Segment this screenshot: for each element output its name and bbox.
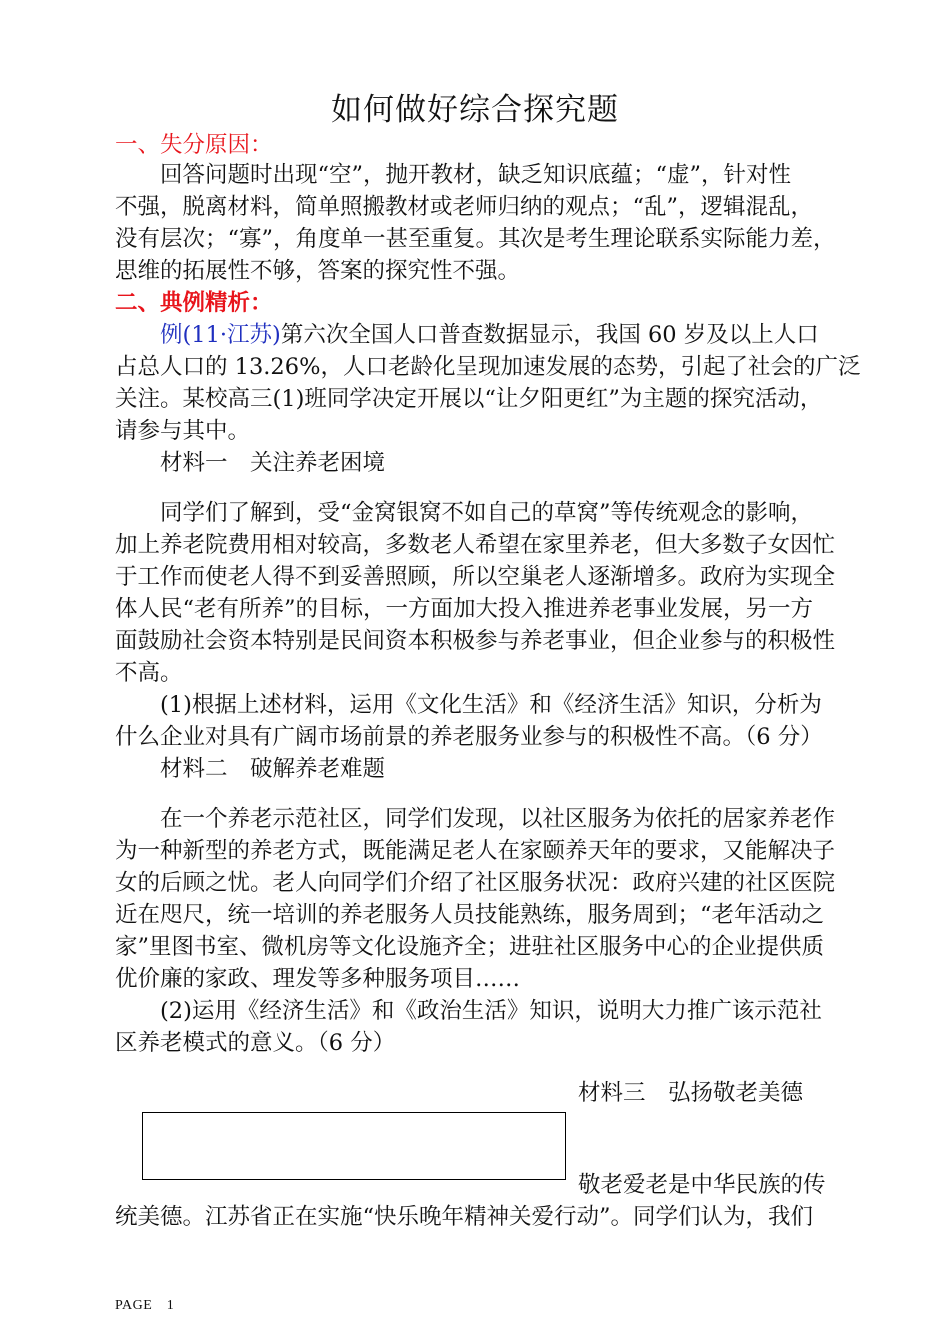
question-one-line: 什么企业对具有广阔市场前景的养老服务业参与的积极性不高。（6 分） [115,724,823,750]
paragraph-line: 优价廉的家政、理发等多种服务项目…… [115,966,521,992]
material-one-title: 材料一 关注养老困境 [115,450,386,476]
empty-text-box [142,1112,566,1180]
material-two-title: 材料二 破解养老难题 [115,756,386,782]
paragraph-line: 敬老爱老是中华民族的传 [578,1172,826,1198]
paragraph-line: 占总人口的 13.26%，人口老龄化呈现加速发展的态势，引起了社会的广泛 [115,354,861,380]
paragraph-line: 近在咫尺，统一培训的养老服务人员技能熟练，服务周到；“老年活动之 [115,902,825,928]
material-three-title: 材料三 弘扬敬老美德 [578,1080,804,1106]
paragraph-line: 回答问题时出现“空”，抛开教材，缺乏知识底蕴；“虚”，针对性 [115,162,792,188]
paragraph-line: 为一种新型的养老方式，既能满足老人在家颐养天年的要求，又能解决子 [115,838,836,864]
paragraph-line: 请参与其中。 [115,418,251,444]
paragraph-line: 思维的拓展性不够，答案的探究性不强。 [115,258,521,284]
paragraph-line: 家”里图书室、微机房等文化设施齐全；进驻社区服务中心的企业提供质 [115,934,825,960]
paragraph-line: 关注。某校高三(1)班同学决定开展以“让夕阳更红”为主题的探究活动， [115,386,823,412]
paragraph-line: 同学们了解到，受“金窝银窝不如自己的草窝”等传统观念的影响， [115,500,814,526]
section-heading-example-analysis: 二、典例精析： [115,290,273,316]
document-title: 如何做好综合探究题 [331,92,619,128]
question-two-line: (2)运用《经济生活》和《政治生活》知识，说明大力推广该示范社 [115,998,822,1024]
paragraph-line: 于工作而使老人得不到妥善照顾，所以空巢老人逐渐增多。政府为实现全 [115,564,836,590]
example-text: 第六次全国人口普查数据显示，我国 60 岁及以上人口 [280,322,819,348]
paragraph-line: 统美德。江苏省正在实施“快乐晚年精神关爱行动”。同学们认为，我们 [115,1204,814,1230]
paragraph-line: 加上养老院费用相对较高，多数老人希望在家里养老，但大多数子女因忙 [115,532,836,558]
paragraph-line: 没有层次；“寡”，角度单一甚至重复。其次是考生理论联系实际能力差， [115,226,836,252]
section-heading-loss-reasons: 一、失分原因： [115,132,273,158]
paragraph-line: 不强，脱离材料，简单照搬教材或老师归纳的观点；“乱”，逻辑混乱， [115,194,814,220]
paragraph-line: 面鼓励社会资本特别是民间资本积极参与养老事业，但企业参与的积极性 [115,628,836,654]
example-intro-line [115,320,819,350]
paragraph-line: 体人民“老有所养”的目标，一方面加大投入推进养老事业发展，另一方 [115,596,814,622]
paragraph-line: 在一个养老示范社区，同学们发现，以社区服务为依托的居家养老作 [115,806,836,832]
question-two-line: 区养老模式的意义。（6 分） [115,1030,396,1056]
paragraph-line: 女的后顾之忧。老人向同学们介绍了社区服务状况：政府兴建的社区医院 [115,870,836,896]
paragraph-line: 不高。 [115,660,183,686]
page-number-footer: PAGE 1 [115,1298,175,1313]
example-label: 例(11·江苏) [115,322,281,348]
question-one-line: (1)根据上述材料，运用《文化生活》和《经济生活》知识，分析为 [115,692,822,718]
